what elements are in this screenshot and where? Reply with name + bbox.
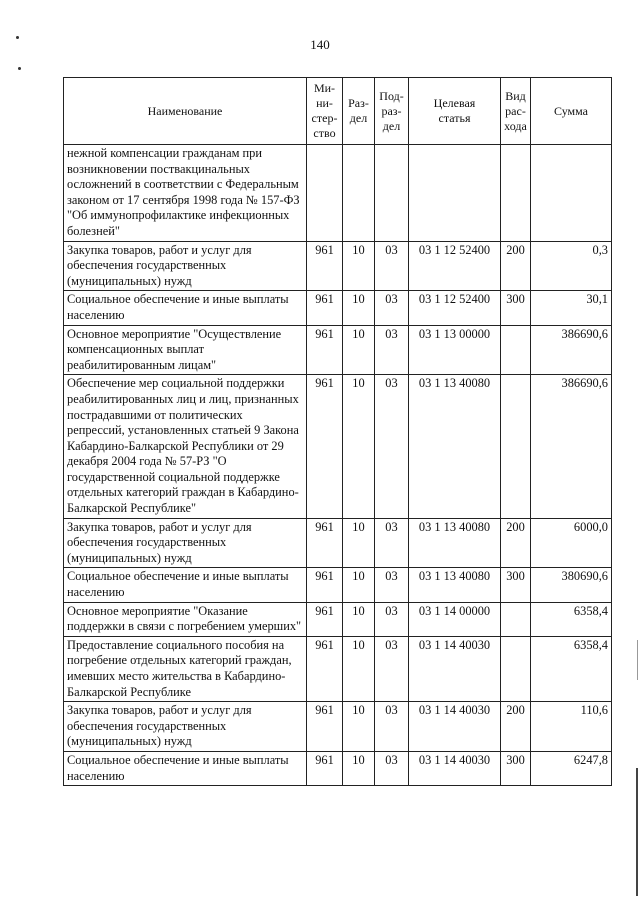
cell-section: 10 xyxy=(343,636,375,701)
page-number: 140 xyxy=(310,37,330,52)
cell-ministry: 961 xyxy=(307,636,343,701)
cell-subsection: 03 xyxy=(375,702,409,752)
header-target-label: Целевая статья xyxy=(433,96,476,125)
cell-target: 03 1 14 40030 xyxy=(409,751,501,785)
cell-subsection: 03 xyxy=(375,375,409,518)
cell-section: 10 xyxy=(343,241,375,291)
cell-target xyxy=(409,145,501,242)
cell-amount: 0,3 xyxy=(531,241,612,291)
header-subsection xyxy=(375,78,409,145)
cell-ministry: 961 xyxy=(307,702,343,752)
scan-edge-mark xyxy=(636,768,638,896)
table-row xyxy=(64,291,612,325)
cell-amount: 6358,4 xyxy=(531,602,612,636)
header-name-label: Наименование xyxy=(147,103,223,118)
cell-ministry: 961 xyxy=(307,602,343,636)
cell-ministry: 961 xyxy=(307,291,343,325)
cell-section: 10 xyxy=(343,602,375,636)
cell-name: Социальное обеспечение и иные выплаты населению xyxy=(64,568,307,602)
cell-expense-type: 200 xyxy=(501,702,531,752)
cell-name: Социальное обеспечение и иные выплаты населению xyxy=(64,291,307,325)
cell-subsection xyxy=(375,145,409,242)
cell-expense-type: 300 xyxy=(501,568,531,602)
cell-expense-type: 300 xyxy=(501,751,531,785)
cell-amount: 386690,6 xyxy=(531,325,612,375)
header-amount xyxy=(531,78,612,145)
cell-subsection: 03 xyxy=(375,325,409,375)
cell-name: Закупка товаров, работ и услуг для обеспечения государственных (муниципальных) нужд xyxy=(64,518,307,568)
header-subsection-label: Под- раз- дел xyxy=(379,88,404,133)
cell-amount: 6358,4 xyxy=(531,636,612,701)
cell-subsection: 03 xyxy=(375,568,409,602)
cell-subsection: 03 xyxy=(375,751,409,785)
cell-subsection: 03 xyxy=(375,241,409,291)
cell-amount: 110,6 xyxy=(531,702,612,752)
cell-amount: 6247,8 xyxy=(531,751,612,785)
table-row xyxy=(64,751,612,785)
cell-ministry: 961 xyxy=(307,568,343,602)
cell-expense-type xyxy=(501,325,531,375)
header-name xyxy=(64,78,307,145)
cell-subsection: 03 xyxy=(375,602,409,636)
cell-amount: 386690,6 xyxy=(531,375,612,518)
cell-amount: 6000,0 xyxy=(531,518,612,568)
cell-ministry: 961 xyxy=(307,375,343,518)
table-row xyxy=(64,636,612,701)
table-row xyxy=(64,375,612,518)
cell-amount xyxy=(531,145,612,242)
cell-expense-type: 200 xyxy=(501,241,531,291)
cell-subsection: 03 xyxy=(375,291,409,325)
header-ministry xyxy=(307,78,343,145)
cell-expense-type: 300 xyxy=(501,291,531,325)
cell-ministry: 961 xyxy=(307,751,343,785)
budget-table xyxy=(63,77,612,786)
cell-name: Предоставление социального пособия на погребение отдельных категорий граждан, имевших место жительства в Кабардино-Балкарской Республике xyxy=(64,636,307,701)
table-row xyxy=(64,702,612,752)
cell-target: 03 1 12 52400 xyxy=(409,241,501,291)
cell-expense-type xyxy=(501,602,531,636)
cell-expense-type xyxy=(501,375,531,518)
cell-ministry: 961 xyxy=(307,241,343,291)
cell-section: 10 xyxy=(343,751,375,785)
cell-expense-type xyxy=(501,636,531,701)
cell-expense-type: 200 xyxy=(501,518,531,568)
cell-name: Основное мероприятие "Оказание поддержки в связи с погребением умерших" xyxy=(64,602,307,636)
scan-dot xyxy=(18,67,21,70)
header-amount-label: Сумма xyxy=(554,103,588,118)
cell-section: 10 xyxy=(343,568,375,602)
cell-ministry xyxy=(307,145,343,242)
cell-amount: 30,1 xyxy=(531,291,612,325)
header-section xyxy=(343,78,375,145)
cell-section: 10 xyxy=(343,325,375,375)
table-row xyxy=(64,241,612,291)
table-row xyxy=(64,518,612,568)
header-ministry-label: Ми- ни- стер- ство xyxy=(311,81,338,140)
header-expense-type-label: Вид рас- хода xyxy=(504,88,527,133)
cell-name: Социальное обеспечение и иные выплаты населению xyxy=(64,751,307,785)
cell-section: 10 xyxy=(343,375,375,518)
table-row xyxy=(64,602,612,636)
header-target xyxy=(409,78,501,145)
cell-amount: 380690,6 xyxy=(531,568,612,602)
header-expense-type xyxy=(501,78,531,145)
cell-name: Обеспечение мер социальной поддержки реабилитированных лиц и лиц, признанных пострадавшими от политических репрессий, установленных статьей 9 Закона Кабардино-Балкарской Республики от 29 декабря 2004 года № 57-РЗ "О государственной социальной поддержке отдельных категорий граждан в Кабардино-Балкарской Республике" xyxy=(64,375,307,518)
cell-target: 03 1 13 40080 xyxy=(409,568,501,602)
cell-subsection: 03 xyxy=(375,518,409,568)
cell-subsection: 03 xyxy=(375,636,409,701)
table-row xyxy=(64,145,612,242)
cell-ministry: 961 xyxy=(307,518,343,568)
cell-section xyxy=(343,145,375,242)
table-header-row xyxy=(64,78,612,145)
cell-name: Закупка товаров, работ и услуг для обеспечения государственных (муниципальных) нужд xyxy=(64,702,307,752)
cell-target: 03 1 13 00000 xyxy=(409,325,501,375)
table-row xyxy=(64,325,612,375)
cell-ministry: 961 xyxy=(307,325,343,375)
scan-edge-mark xyxy=(637,640,638,680)
cell-name: Основное мероприятие "Осуществление компенсационных выплат реабилитированным лицам" xyxy=(64,325,307,375)
cell-target: 03 1 14 40030 xyxy=(409,702,501,752)
cell-section: 10 xyxy=(343,291,375,325)
cell-name: нежной компенсации гражданам при возникновении поствакцинальных осложнений в соответствии с Федеральным законом от 17 сентября 1998 года № 157-ФЗ "Об иммунопрофилактике инфекционных болезней" xyxy=(64,145,307,242)
cell-target: 03 1 14 00000 xyxy=(409,602,501,636)
cell-name: Закупка товаров, работ и услуг для обеспечения государственных (муниципальных) нужд xyxy=(64,241,307,291)
header-section-label: Раз- дел xyxy=(348,96,369,125)
cell-target: 03 1 12 52400 xyxy=(409,291,501,325)
cell-section: 10 xyxy=(343,518,375,568)
cell-target: 03 1 13 40080 xyxy=(409,375,501,518)
cell-expense-type xyxy=(501,145,531,242)
table-row xyxy=(64,568,612,602)
cell-target: 03 1 14 40030 xyxy=(409,636,501,701)
cell-target: 03 1 13 40080 xyxy=(409,518,501,568)
cell-section: 10 xyxy=(343,702,375,752)
